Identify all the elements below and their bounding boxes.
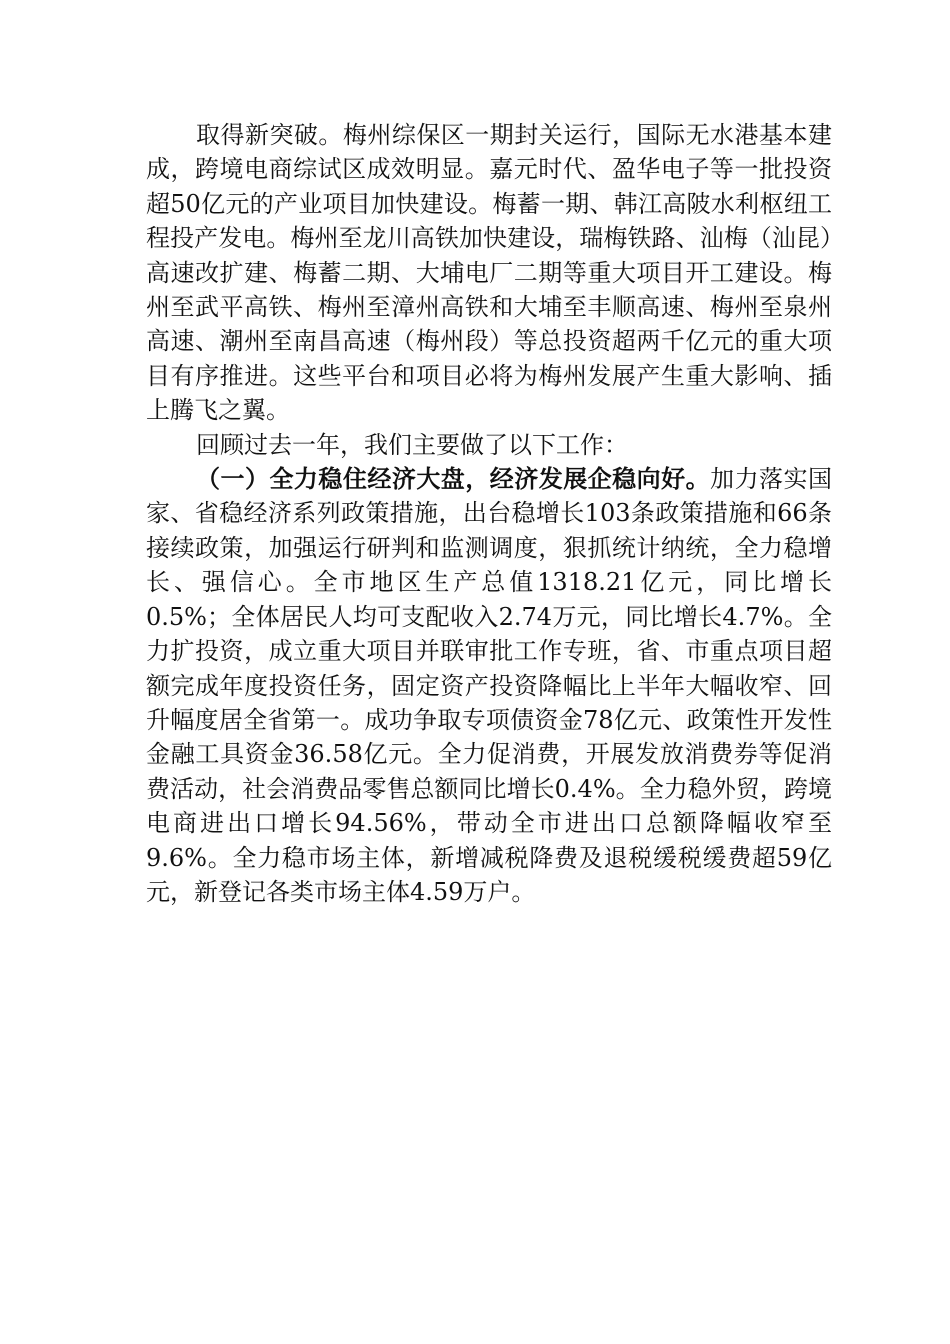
document-body: [146, 118, 832, 909]
section-heading: （一）全力稳住经济大盘，经济发展企稳向好。: [196, 464, 711, 494]
paragraph-review-intro: [146, 428, 832, 462]
paragraph-section-one: [146, 462, 832, 909]
paragraph-text: 取得新突破。梅州综保区一期封关运行，国际无水港基本建成，跨境电商综试区成效明显。嘉元时代、盈华电子等一批投资超50亿元的产业项目加快建设。梅蓄一期、韩江高陂水利枢纽工程投产发电。梅州至龙川高铁加快建设，瑞梅铁路、汕梅（汕昆）高速改扩建、梅蓄二期、大埔电厂二期等重大项目开工建设。梅州至武平高铁、梅州至漳州高铁和大埔至丰顺高速、梅州至泉州高速、潮州至南昌高速（梅州段）等总投资超两千亿元的重大项目有序推进。这些平台和项目必将为梅州发展产生重大影响、插上腾飞之翼。: [146, 121, 832, 425]
paragraph-text: 加力落实国家、省稳经济系列政策措施，出台稳增长103条政策措施和66条接续政策，加强运行研判和监测调度，狠抓统计纳统，全力稳增长、强信心。全市地区生产总值1318.21亿元，同比增长0.5%；全体居民人均可支配收入2.74万元，同比增长4.7%。全力扩投资，成立重大项目并联审批工作专班，省、市重点项目超额完成年度投资任务，固定资产投资降幅比上半年大幅收窄、回升幅度居全省第一。成功争取专项债资金78亿元、政策性开发性金融工具资金36.58亿元。全力促消费，开展发放消费券等促消费活动，社会消费品零售总额同比增长0.4%。全力稳外贸，跨境电商进出口增长94.56%，带动全市进出口总额降幅收窄至9.6%。全力稳市场主体，新增减税降费及退税缓税缓费超59亿元，新登记各类市场主体4.59万户。: [146, 465, 833, 906]
paragraph-platforms-projects: [146, 118, 832, 428]
paragraph-text: 回顾过去一年，我们主要做了以下工作：: [196, 430, 628, 459]
